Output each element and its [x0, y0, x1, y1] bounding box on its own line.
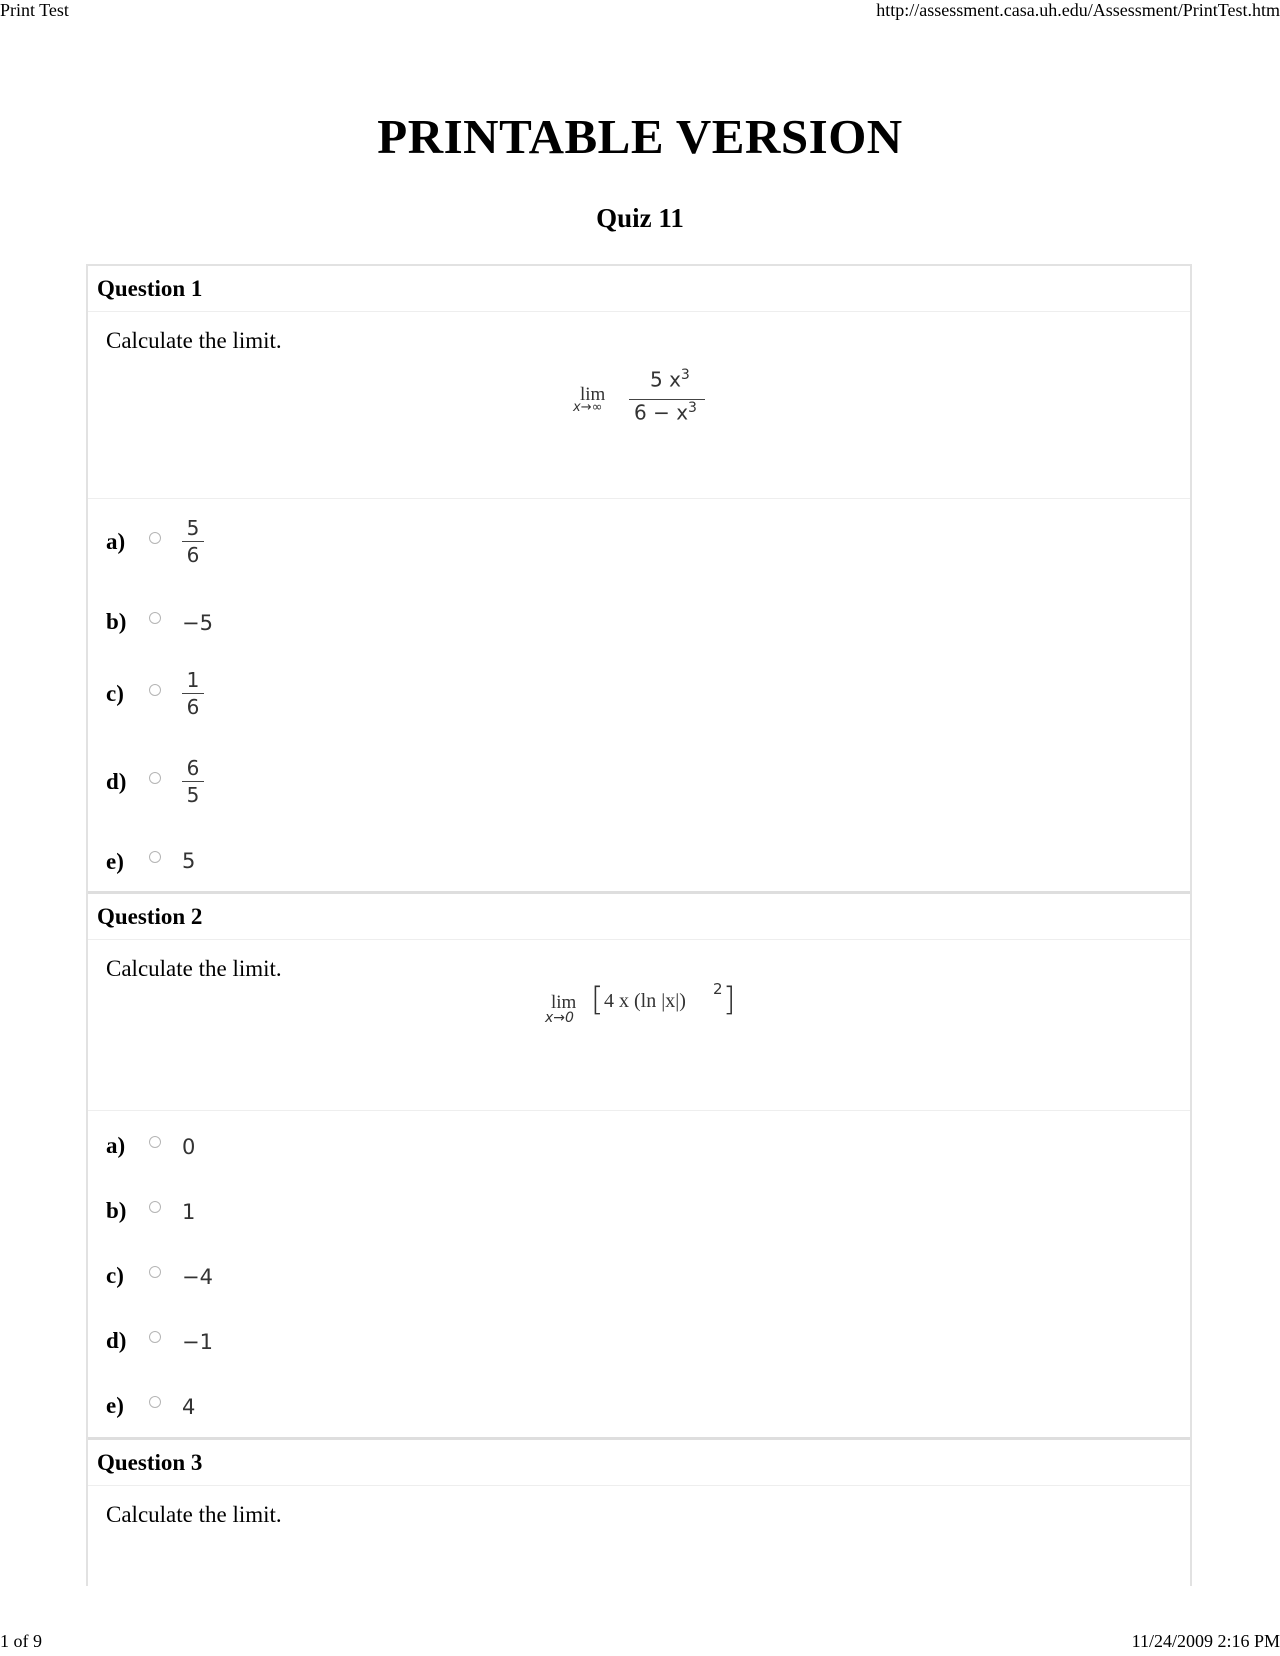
lim-subscript: x→0 [545, 1010, 574, 1026]
answer-letter: e) [106, 1393, 124, 1418]
question-2-formula [88, 980, 1190, 1050]
answer-option[interactable] [88, 1176, 1190, 1241]
question-3-prompt: Calculate the limit. [106, 1502, 282, 1527]
question-1-prompt: Calculate the limit. [106, 328, 282, 353]
question-3 [88, 1440, 1190, 1566]
exponent: 2 [713, 980, 723, 998]
question-2-answers [88, 1111, 1190, 1437]
answer-fraction: $\frac{1}{6}$ [182, 667, 204, 720]
question-2-body [88, 940, 1190, 1111]
answer-option[interactable] [88, 819, 1190, 891]
question-2-label: Question 2 [88, 894, 1190, 940]
answer-value: −5 [182, 611, 213, 635]
radio-button[interactable] [149, 1201, 161, 1213]
answer-option[interactable] [88, 579, 1190, 649]
radio-button[interactable] [149, 851, 161, 863]
radio-button[interactable] [149, 684, 161, 696]
page-title: PRINTABLE VERSION [377, 109, 903, 164]
question-1-answers [88, 499, 1190, 891]
radio-button[interactable] [149, 1266, 161, 1278]
radio-button[interactable] [149, 1396, 161, 1408]
answer-letter: e) [106, 849, 124, 874]
radio-button[interactable] [149, 1136, 161, 1148]
answer-value: 0 [182, 1135, 196, 1159]
print-datetime: 11/24/2009 2:16 PM [1131, 1631, 1280, 1651]
answer-option[interactable] [88, 1241, 1190, 1306]
radio-button[interactable] [149, 1331, 161, 1343]
answer-letter: c) [106, 681, 124, 706]
answer-option[interactable] [88, 1306, 1190, 1371]
open-bracket: [ [591, 980, 604, 1018]
questions-panel [86, 264, 1192, 1586]
print-header-title: Print Test [0, 0, 69, 20]
question-1-formula [88, 352, 1190, 442]
lim-subscript: x→∞ [573, 400, 603, 415]
answer-fraction: $\frac{5}{6}$ [182, 515, 204, 568]
lim-operator: lim [580, 384, 606, 405]
radio-button[interactable] [149, 612, 161, 624]
answer-option[interactable] [88, 729, 1190, 819]
answer-option[interactable] [88, 1371, 1190, 1437]
print-header-url: http://assessment.casa.uh.edu/Assessment/PrintTest.htm [876, 0, 1280, 20]
question-1-label: Question 1 [88, 266, 1190, 312]
answer-option[interactable] [88, 499, 1190, 579]
quiz-title: Quiz 11 [596, 203, 684, 233]
question-1 [88, 266, 1190, 894]
answer-letter: d) [106, 1328, 127, 1353]
question-1-body [88, 312, 1190, 499]
question-3-label: Question 3 [88, 1440, 1190, 1486]
answer-value: 1 [182, 1200, 196, 1224]
answer-letter: b) [106, 609, 127, 634]
answer-letter: a) [106, 1133, 126, 1158]
answer-value: −4 [182, 1265, 213, 1289]
answer-option[interactable] [88, 1111, 1190, 1176]
lim-operator: lim [551, 992, 577, 1013]
page-number: 1 of 9 [0, 1631, 42, 1651]
close-bracket: ] [723, 980, 736, 1018]
question-3-body [88, 1486, 1190, 1566]
fraction-denominator: $6 - x^3$ [634, 400, 697, 425]
radio-button[interactable] [149, 532, 161, 544]
answer-letter: c) [106, 1263, 124, 1288]
answer-letter: b) [106, 1198, 127, 1223]
question-2 [88, 894, 1190, 1440]
answer-letter: a) [106, 529, 126, 554]
limit-expression: 4 x (ln |x|) [604, 990, 686, 1012]
answer-fraction: $\frac{6}{5}$ [182, 755, 204, 808]
radio-button[interactable] [149, 772, 161, 784]
answer-value: −1 [182, 1330, 213, 1354]
answer-letter: d) [106, 769, 127, 794]
question-2-prompt: Calculate the limit. [106, 956, 282, 981]
answer-value: 4 [182, 1395, 196, 1419]
fraction-numerator: 5 $x^3$ [650, 367, 690, 392]
answer-value: 5 [182, 849, 196, 873]
answer-option[interactable] [88, 649, 1190, 729]
